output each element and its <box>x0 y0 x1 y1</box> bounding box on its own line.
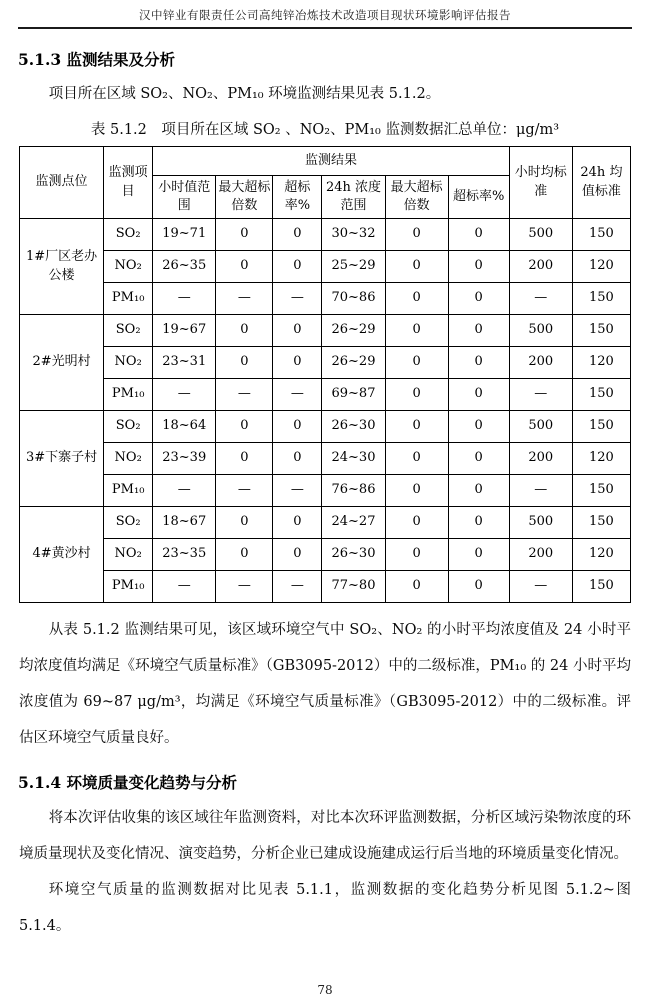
table-cell: 0 <box>385 571 448 603</box>
subheader-24h-range: 24h 浓度范围 <box>322 176 385 219</box>
table-cell: 0 <box>448 283 509 315</box>
table-cell: 0 <box>385 411 448 443</box>
subheader-hour-range: 小时值范围 <box>153 176 216 219</box>
table-row <box>20 315 631 347</box>
monitor-item-cell: SO₂ <box>104 315 153 347</box>
table-cell: 150 <box>572 571 630 603</box>
table-cell: — <box>216 475 273 507</box>
table-cell: 0 <box>216 347 273 379</box>
monitor-item-cell: PM₁₀ <box>104 283 153 315</box>
header-monitor-item: 监测项目 <box>104 147 153 219</box>
table-cell: — <box>216 571 273 603</box>
table-cell: 0 <box>273 219 322 251</box>
table-cell: 0 <box>448 379 509 411</box>
table-cell: — <box>509 571 572 603</box>
table-cell: 69~87 <box>322 379 385 411</box>
document-header: 汉中锌业有限责任公司高纯锌冶炼技术改造项目现状环境影响评估报告 <box>18 0 632 29</box>
table-cell: 0 <box>385 539 448 571</box>
header-hourly-standard: 小时均标准 <box>509 147 572 219</box>
table-row <box>20 443 631 475</box>
table-cell: 150 <box>572 379 630 411</box>
monitor-point-cell: 2#光明村 <box>20 315 104 411</box>
table-cell: 0 <box>448 411 509 443</box>
table-cell: — <box>509 283 572 315</box>
monitor-point-cell: 4#黄沙村 <box>20 507 104 603</box>
header-24h-standard: 24h 均值标准 <box>572 147 630 219</box>
monitor-item-cell: PM₁₀ <box>104 475 153 507</box>
table-cell: 0 <box>385 251 448 283</box>
table-cell: — <box>153 571 216 603</box>
table-cell: 0 <box>216 443 273 475</box>
page-number: 78 <box>317 983 333 997</box>
table-caption: 表 5.1.2 项目所在区域 SO₂ 、NO₂、PM₁₀ 监测数据汇总单位：μg/m³ <box>90 122 560 138</box>
table-cell: 77~80 <box>322 571 385 603</box>
header-monitor-point: 监测点位 <box>20 147 104 219</box>
table-cell: 18~64 <box>153 411 216 443</box>
subheader-exceed-rate-1: 超标率% <box>273 176 322 219</box>
table-cell: 0 <box>448 315 509 347</box>
table-cell: 0 <box>216 219 273 251</box>
table-row <box>20 219 631 251</box>
table-cell: 0 <box>273 411 322 443</box>
monitor-item-cell: NO₂ <box>104 443 153 475</box>
monitor-point-cell: 1#厂区老办公楼 <box>20 219 104 315</box>
table-cell: 0 <box>448 251 509 283</box>
monitor-point-cell: 3#下寨子村 <box>20 411 104 507</box>
table-cell: 0 <box>448 571 509 603</box>
table-cell: 25~29 <box>322 251 385 283</box>
monitor-item-cell: NO₂ <box>104 539 153 571</box>
table-cell: 0 <box>448 443 509 475</box>
monitor-item-cell: SO₂ <box>104 219 153 251</box>
table-cell: 150 <box>572 411 630 443</box>
table-cell: 0 <box>216 315 273 347</box>
table-cell: 150 <box>572 315 630 347</box>
table-row <box>20 347 631 379</box>
table-cell: 19~71 <box>153 219 216 251</box>
section-heading-513: 5.1.3 监测结果及分析 <box>18 50 176 69</box>
table-cell: 150 <box>572 219 630 251</box>
table-cell: 0 <box>385 315 448 347</box>
table-cell: 70~86 <box>322 283 385 315</box>
table-cell: 26~29 <box>322 347 385 379</box>
subheader-exceed-rate-2: 超标率% <box>448 176 509 219</box>
table-row <box>20 283 631 315</box>
table-cell: 26~35 <box>153 251 216 283</box>
table-cell: 26~29 <box>322 315 385 347</box>
table-cell: 0 <box>273 443 322 475</box>
table-cell: 0 <box>448 219 509 251</box>
table-row <box>20 539 631 571</box>
table-cell: 0 <box>216 251 273 283</box>
subheader-max-exceed-1: 最大超标倍数 <box>216 176 273 219</box>
table-cell: 24~30 <box>322 443 385 475</box>
table-cell: — <box>153 475 216 507</box>
subheader-max-exceed-2: 最大超标倍数 <box>385 176 448 219</box>
table-cell: 0 <box>448 507 509 539</box>
table-cell: — <box>273 571 322 603</box>
header-monitor-results: 监测结果 <box>153 147 510 176</box>
table-cell: 0 <box>273 315 322 347</box>
table-row <box>20 251 631 283</box>
table-cell: 23~35 <box>153 539 216 571</box>
monitor-item-cell: SO₂ <box>104 507 153 539</box>
table-cell: 500 <box>509 507 572 539</box>
monitor-item-cell: PM₁₀ <box>104 379 153 411</box>
table-cell: 26~30 <box>322 539 385 571</box>
table-cell: 500 <box>509 315 572 347</box>
table-cell: 0 <box>385 347 448 379</box>
table-cell: 200 <box>509 443 572 475</box>
table-cell: 0 <box>385 443 448 475</box>
table-cell: 500 <box>509 411 572 443</box>
section-heading-514: 5.1.4 环境质量变化趋势与分析 <box>18 773 238 792</box>
monitor-item-cell: NO₂ <box>104 251 153 283</box>
table-cell: — <box>153 283 216 315</box>
table-cell: 0 <box>448 475 509 507</box>
table-cell: 0 <box>216 507 273 539</box>
table-cell: 0 <box>216 411 273 443</box>
table-cell: 0 <box>448 539 509 571</box>
table-cell: — <box>273 475 322 507</box>
table-cell: 200 <box>509 539 572 571</box>
table-cell: 26~30 <box>322 411 385 443</box>
analysis-paragraph: 从表 5.1.2 监测结果可见，该区域环境空气中 SO₂、NO₂ 的小时平均浓度值及 24 小时平均浓度值均满足《环境空气质量标准》（GB3095-2012）中的二级标准，PM₁₀ 的 24 小时平均浓度值为 69~87 μg/m³，均满足《环境空气质量标准》（GB3095-2012）中的二级标准。评估区环境空气质量良好。 <box>19 622 631 746</box>
table-cell: 0 <box>448 347 509 379</box>
table-row <box>20 379 631 411</box>
table-cell: 0 <box>273 539 322 571</box>
table-cell: 120 <box>572 539 630 571</box>
monitor-item-cell: PM₁₀ <box>104 571 153 603</box>
table-cell: 200 <box>509 251 572 283</box>
table-row <box>20 411 631 443</box>
table-cell: — <box>509 475 572 507</box>
table-cell: 19~67 <box>153 315 216 347</box>
intro-paragraph: 项目所在区域 SO₂、NO₂、PM₁₀ 环境监测结果见表 5.1.2。 <box>48 86 441 102</box>
table-header-row <box>20 147 631 176</box>
table-cell: 120 <box>572 251 630 283</box>
table-cell: 0 <box>273 347 322 379</box>
table-row <box>20 571 631 603</box>
table-cell: — <box>216 283 273 315</box>
trend-paragraph-1: 将本次评估收集的该区域往年监测资料，对比本次环评监测数据，分析区域污染物浓度的环境质量现状及变化情况、演变趋势，分析企业已建成设施建成运行后当地的环境质量变化情况。 <box>19 810 631 862</box>
table-cell: — <box>216 379 273 411</box>
table-row <box>20 475 631 507</box>
table-cell: 0 <box>385 283 448 315</box>
table-cell: 500 <box>509 219 572 251</box>
monitoring-results-table <box>19 146 631 603</box>
table-cell: 76~86 <box>322 475 385 507</box>
table-cell: 0 <box>216 539 273 571</box>
table-cell: 0 <box>385 379 448 411</box>
table-cell: 30~32 <box>322 219 385 251</box>
table-cell: — <box>509 379 572 411</box>
table-cell: — <box>273 379 322 411</box>
table-cell: 18~67 <box>153 507 216 539</box>
table-cell: 23~39 <box>153 443 216 475</box>
monitor-item-cell: NO₂ <box>104 347 153 379</box>
table-cell: 24~27 <box>322 507 385 539</box>
table-cell: 120 <box>572 443 630 475</box>
table-cell: 150 <box>572 507 630 539</box>
table-row <box>20 507 631 539</box>
table-cell: 150 <box>572 475 630 507</box>
table-cell: 0 <box>385 507 448 539</box>
table-cell: 0 <box>273 251 322 283</box>
trend-paragraph-2: 环境空气质量的监测数据对比见表 5.1.1，监测数据的变化趋势分析见图 5.1.2~图 5.1.4。 <box>19 882 631 934</box>
monitor-item-cell: SO₂ <box>104 411 153 443</box>
table-cell: 0 <box>385 475 448 507</box>
table-cell: 200 <box>509 347 572 379</box>
table-cell: 0 <box>385 219 448 251</box>
table-cell: 0 <box>273 507 322 539</box>
table-cell: — <box>273 283 322 315</box>
table-cell: 120 <box>572 347 630 379</box>
table-cell: 23~31 <box>153 347 216 379</box>
table-cell: — <box>153 379 216 411</box>
table-cell: 150 <box>572 283 630 315</box>
